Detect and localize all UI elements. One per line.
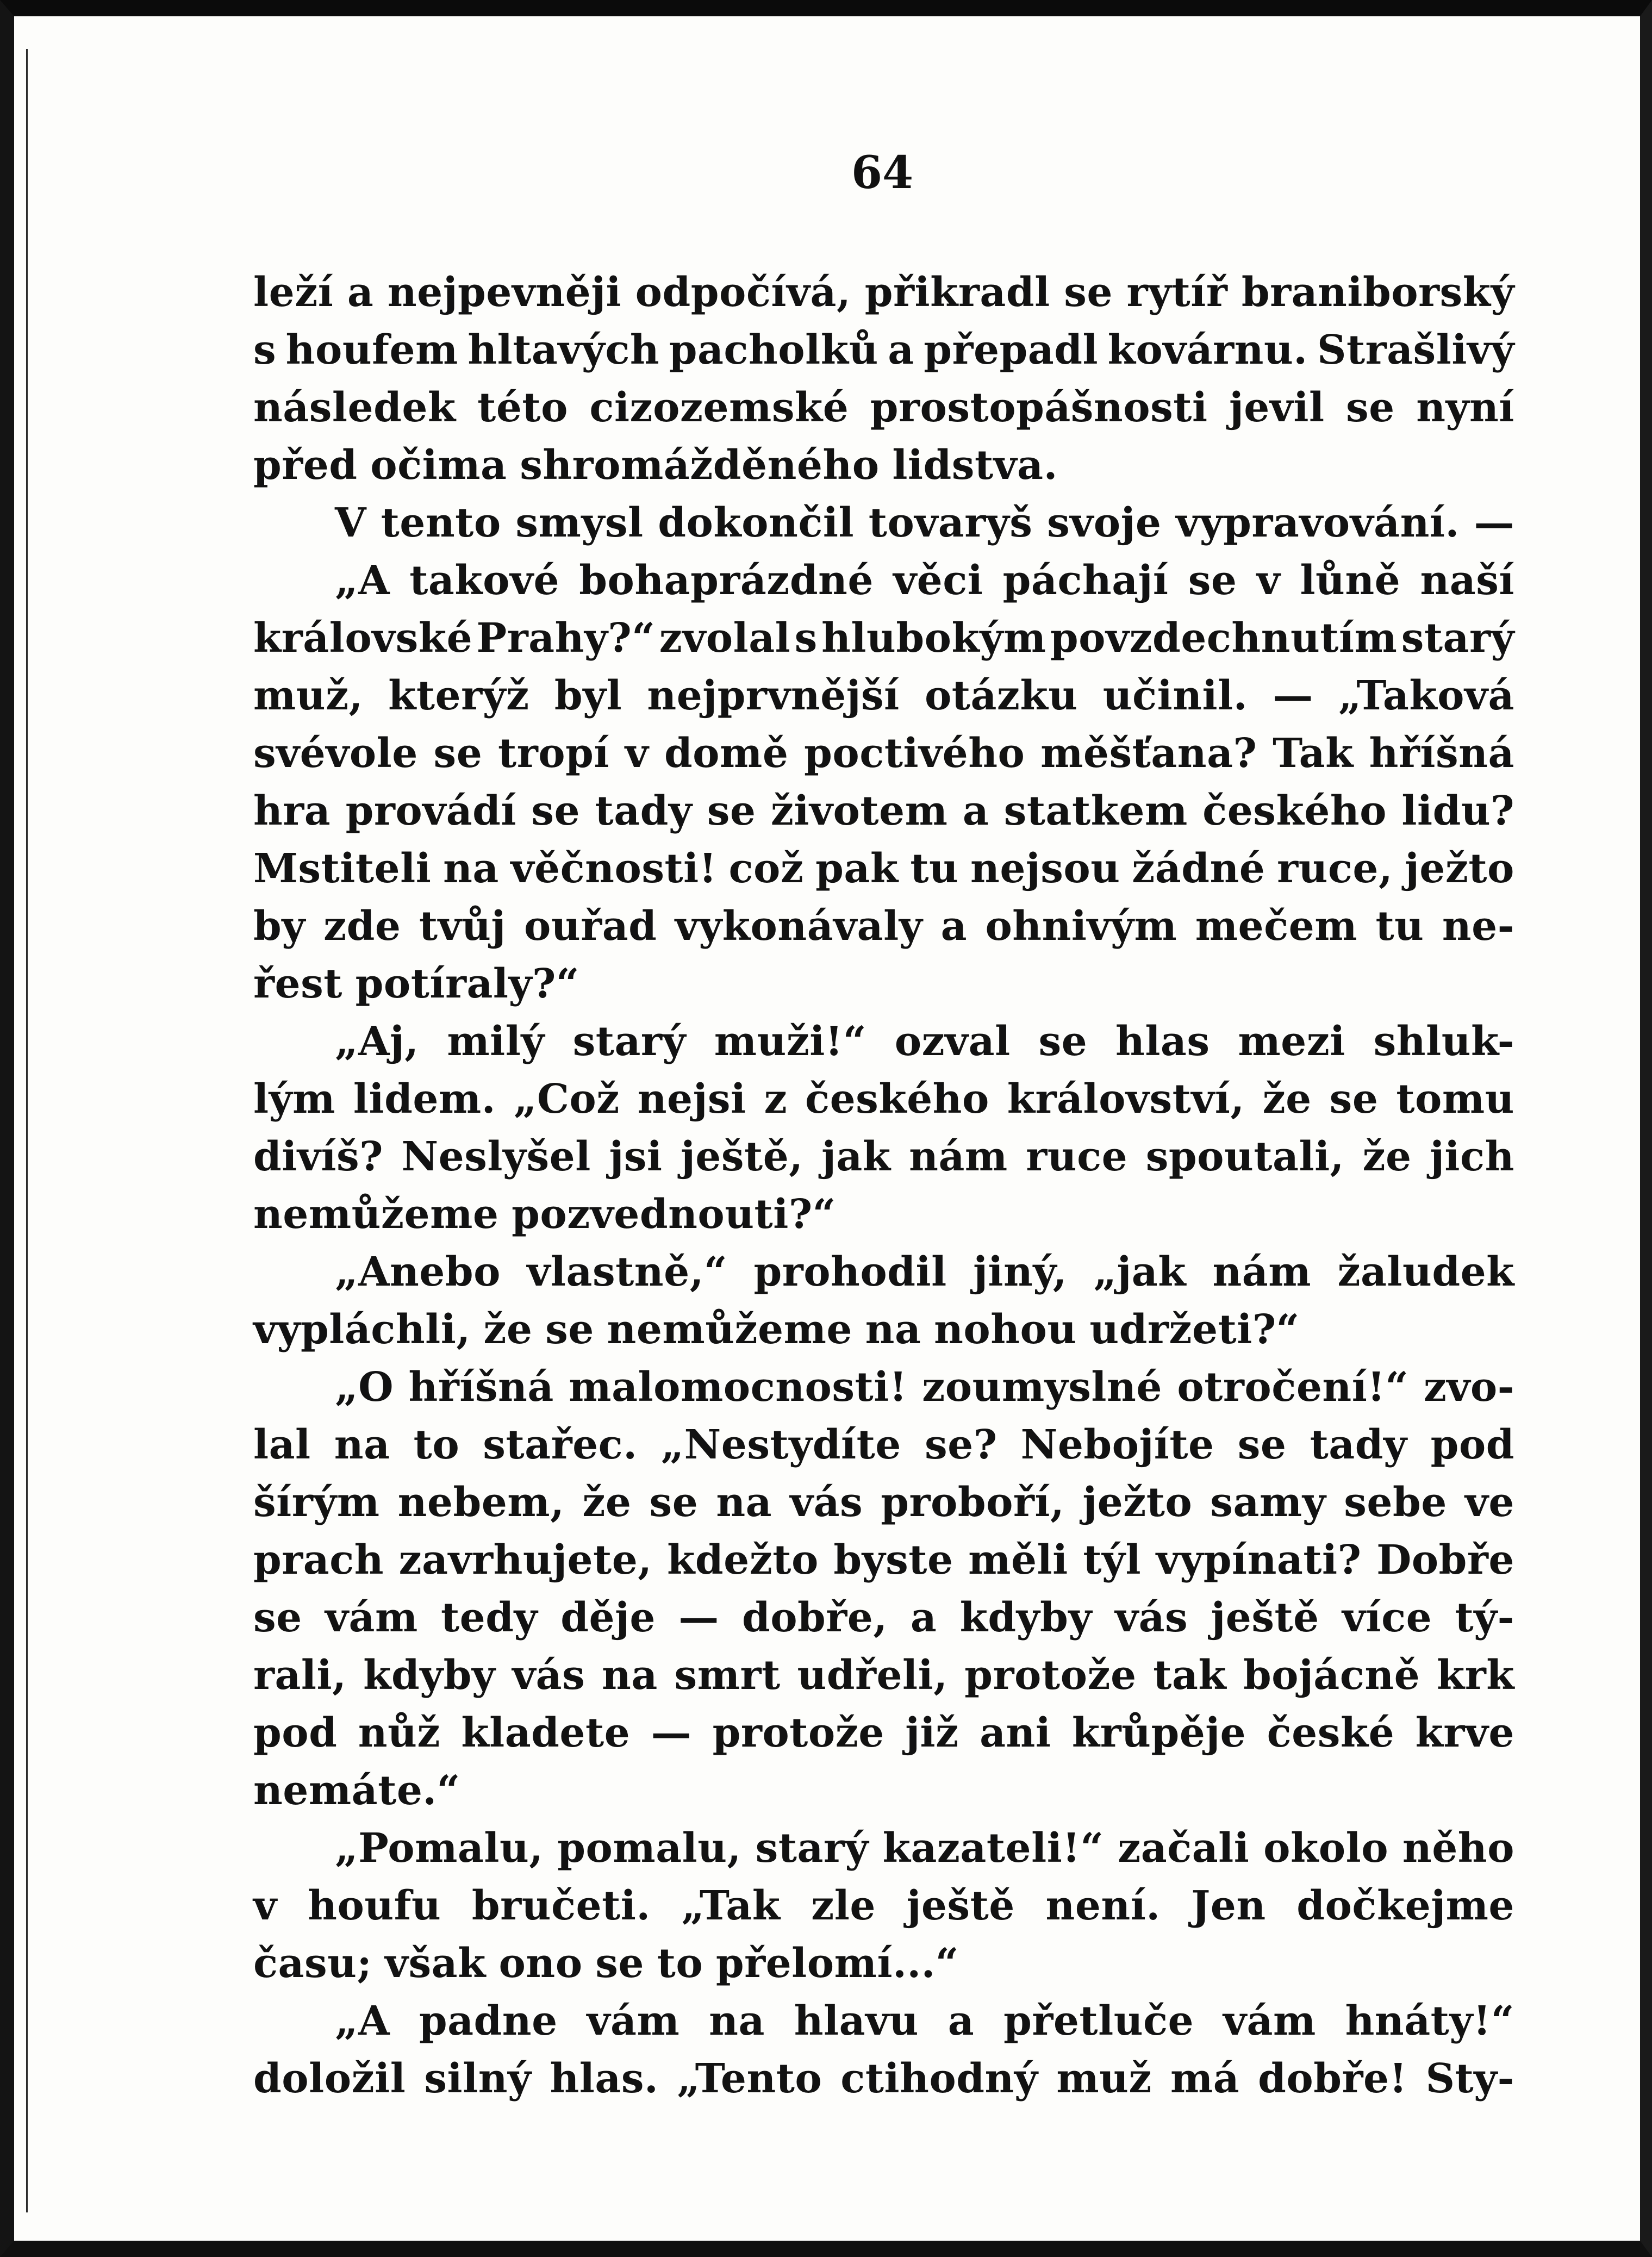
text-line xyxy=(253,1992,1514,2050)
text-line xyxy=(253,1531,1514,1589)
word: a xyxy=(940,903,968,950)
word: ve xyxy=(1464,1479,1514,1526)
word: není. xyxy=(1045,1882,1161,1929)
text-line xyxy=(253,1935,1514,1992)
word: že xyxy=(1362,1133,1412,1180)
text-line xyxy=(253,1819,1514,1877)
word: se xyxy=(595,1940,644,1987)
text-line xyxy=(253,1704,1514,1762)
word: Neslyšel xyxy=(401,1133,591,1180)
word: kdyby xyxy=(959,1594,1092,1641)
word: hra xyxy=(253,788,331,834)
word: měli xyxy=(968,1537,1068,1583)
word: že xyxy=(1262,1076,1312,1123)
word: a xyxy=(910,1594,937,1641)
word: ozval xyxy=(894,1018,1011,1065)
word: a xyxy=(888,327,914,373)
text-line xyxy=(253,1301,1514,1358)
word: starý xyxy=(755,1825,869,1872)
text-line xyxy=(253,321,1514,379)
word: doložil xyxy=(253,2055,406,2102)
word: se xyxy=(1346,384,1395,431)
word: nejprvnější xyxy=(647,672,900,719)
word: otázku xyxy=(924,672,1078,719)
word: tovaryš xyxy=(868,500,1033,546)
word: přelomí...“ xyxy=(715,1940,959,1987)
word: ježto xyxy=(1405,845,1514,892)
text-line xyxy=(253,1474,1514,1531)
text-line xyxy=(253,2050,1514,2108)
word: Prahy?“ xyxy=(476,615,656,662)
word: dobře, xyxy=(741,1594,888,1641)
word: že xyxy=(582,1479,632,1526)
word: se xyxy=(1237,1421,1287,1468)
word: se xyxy=(433,730,483,777)
word: hříšná xyxy=(1369,730,1514,777)
word: smysl xyxy=(515,500,644,546)
word: se xyxy=(1329,1076,1379,1123)
word: proboří, xyxy=(881,1479,1065,1526)
word: takové xyxy=(409,557,560,604)
word: vás xyxy=(512,1652,585,1699)
word: na xyxy=(334,1421,390,1468)
text-line xyxy=(253,1877,1514,1935)
word: ono xyxy=(498,1940,583,1987)
word: to xyxy=(657,1940,703,1987)
word: se xyxy=(545,1306,594,1353)
word: věci xyxy=(893,557,983,604)
word: kazateli!“ xyxy=(882,1825,1104,1872)
word: muž xyxy=(1056,2055,1152,2102)
word: na xyxy=(716,1479,772,1526)
word: nemáte.“ xyxy=(253,1767,460,1814)
word: Mstiteli xyxy=(253,845,432,892)
text-line xyxy=(253,609,1514,667)
word: této xyxy=(477,384,568,431)
word: tady xyxy=(595,788,693,834)
word: zle xyxy=(811,1882,876,1929)
word: ouřad xyxy=(524,903,657,950)
word: samy xyxy=(1210,1479,1326,1526)
text-line xyxy=(253,1070,1514,1128)
word: následek xyxy=(253,384,456,431)
word: hlas. xyxy=(550,2055,659,2102)
word: ne- xyxy=(1442,903,1514,950)
word: se xyxy=(1188,557,1237,604)
word: Dobře xyxy=(1376,1537,1514,1583)
word: království, xyxy=(1007,1076,1245,1123)
text-line xyxy=(253,725,1514,782)
word: pak xyxy=(815,845,899,892)
word: muži!“ xyxy=(714,1018,866,1065)
word: kterýž xyxy=(388,672,529,719)
word: jich xyxy=(1430,1133,1514,1180)
word: hlas xyxy=(1115,1018,1210,1065)
word: věčnosti! xyxy=(510,845,717,892)
word: spoutali, xyxy=(1145,1133,1344,1180)
word: že xyxy=(483,1306,533,1353)
word: se xyxy=(253,1594,302,1641)
word: tý- xyxy=(1455,1594,1514,1641)
word: okolo xyxy=(1263,1825,1389,1872)
word: vypínati? xyxy=(1156,1537,1362,1583)
word: dočkejme xyxy=(1296,1882,1514,1929)
word: rytíř xyxy=(1126,269,1228,316)
word: na xyxy=(865,1306,921,1353)
word: naší xyxy=(1420,557,1514,604)
word: přikradl xyxy=(864,269,1050,316)
word: na xyxy=(602,1652,658,1699)
word: „Nestydíte xyxy=(660,1421,901,1468)
word: tropí xyxy=(498,730,609,777)
word: milý xyxy=(447,1018,545,1065)
word: zavrhujete, xyxy=(398,1537,652,1583)
word: lidem. xyxy=(353,1076,496,1123)
word: houfu xyxy=(308,1882,441,1929)
word: řest xyxy=(253,961,342,1007)
word: „O xyxy=(335,1364,394,1411)
word: smrt xyxy=(674,1652,781,1699)
text-line xyxy=(253,1589,1514,1647)
word: pod xyxy=(253,1710,338,1756)
word: dokončil xyxy=(658,500,855,546)
word: domě xyxy=(664,730,789,777)
word: hlubokým xyxy=(821,615,1046,662)
word: „Aj, xyxy=(335,1018,419,1065)
word: houfem xyxy=(285,327,458,373)
text-line xyxy=(253,955,1514,1013)
word: jsi xyxy=(609,1133,663,1180)
word: krve xyxy=(1415,1710,1514,1756)
word: hnáty!“ xyxy=(1345,1998,1514,2044)
word: nohou xyxy=(934,1306,1077,1353)
word: hříšná xyxy=(408,1364,554,1411)
word: českého xyxy=(1202,788,1387,834)
scan-edge-line xyxy=(26,49,28,2212)
word: — xyxy=(1474,500,1514,546)
text-line xyxy=(253,437,1514,494)
word: shromážděného xyxy=(520,442,880,489)
word: něho xyxy=(1402,1825,1514,1872)
word: cizozemské xyxy=(589,384,849,431)
word: má xyxy=(1170,2055,1240,2102)
word: „Tento xyxy=(677,2055,822,2102)
word: „Pomalu, xyxy=(335,1825,544,1872)
word: nám xyxy=(909,1133,1008,1180)
word: začali xyxy=(1118,1825,1250,1872)
word: nůž xyxy=(358,1710,440,1756)
word: „Tak xyxy=(681,1882,781,1929)
word: vás xyxy=(1115,1594,1188,1641)
word: mezi xyxy=(1238,1018,1345,1065)
page-number: 64 xyxy=(851,147,914,199)
word: ruce, xyxy=(1277,845,1393,892)
word: královské xyxy=(253,615,473,662)
word: byste xyxy=(833,1537,953,1583)
word: krůpěje xyxy=(1071,1710,1246,1756)
word: vlastně,“ xyxy=(527,1249,728,1295)
word: odpočívá, xyxy=(635,269,851,316)
word: se xyxy=(1038,1018,1088,1065)
word: ohnivým xyxy=(985,903,1177,950)
word: což xyxy=(728,845,804,892)
word: nemůžeme xyxy=(253,1191,499,1238)
word: vás xyxy=(790,1479,863,1526)
word: s xyxy=(253,327,277,373)
word: starý xyxy=(1401,615,1514,662)
word: povzdechnutím xyxy=(1050,615,1398,662)
word: vám xyxy=(1223,1998,1316,2044)
word: muž, xyxy=(253,672,363,719)
word: na xyxy=(443,845,499,892)
word: Nebojíte xyxy=(1020,1421,1214,1468)
word: — xyxy=(678,1594,719,1641)
text-line xyxy=(253,840,1514,897)
word: — xyxy=(651,1710,692,1756)
word: žádné xyxy=(1132,845,1266,892)
word: udřeli, xyxy=(797,1652,948,1699)
word: lidu? xyxy=(1401,788,1514,834)
word: českého xyxy=(805,1076,989,1123)
word: měšťana? xyxy=(1040,730,1257,777)
word: pomalu, xyxy=(557,1825,741,1872)
word: bojácně xyxy=(1243,1652,1420,1699)
word: bohaprázdné xyxy=(579,557,874,604)
word: z xyxy=(764,1076,788,1123)
word: více xyxy=(1342,1594,1432,1641)
word: nyní xyxy=(1416,384,1514,431)
word: leží xyxy=(253,269,334,316)
word: se? xyxy=(924,1421,998,1468)
word: lým xyxy=(253,1076,335,1123)
word: rali, xyxy=(253,1652,347,1699)
word: ještě, xyxy=(681,1133,803,1180)
word: hlavu xyxy=(794,1998,919,2044)
word: prach xyxy=(253,1537,384,1583)
word: lidstva. xyxy=(892,442,1058,489)
word: učinil. xyxy=(1102,672,1248,719)
word: poctivého xyxy=(804,730,1025,777)
text-line xyxy=(253,494,1514,552)
word: sebe xyxy=(1344,1479,1447,1526)
text-line xyxy=(253,1186,1514,1243)
word: vypravování. xyxy=(1176,500,1460,546)
word: a xyxy=(962,788,989,834)
word: padne xyxy=(419,1998,558,2044)
word: nejsi xyxy=(637,1076,746,1123)
text-line xyxy=(253,1647,1514,1704)
word: Sty- xyxy=(1425,2055,1514,2102)
word: týl xyxy=(1083,1537,1142,1583)
word: provádí xyxy=(345,788,517,834)
word: tvůj xyxy=(419,903,506,950)
word: zvolal xyxy=(659,615,791,662)
text-line xyxy=(253,379,1514,437)
word: „Anebo xyxy=(335,1249,501,1295)
word: tomu xyxy=(1396,1076,1514,1123)
word: přepadl xyxy=(924,327,1099,373)
word: otročení!“ xyxy=(1177,1364,1409,1411)
word: přetluče xyxy=(1003,1998,1194,2044)
word: a xyxy=(947,1998,975,2044)
word: „A xyxy=(335,1998,390,2044)
text-line xyxy=(253,782,1514,840)
word: „jak xyxy=(1093,1249,1186,1295)
word: krk xyxy=(1436,1652,1514,1699)
word: divíš? xyxy=(253,1133,383,1180)
text-line xyxy=(253,667,1514,725)
word: se xyxy=(707,788,756,834)
word: vykonávaly xyxy=(675,903,923,950)
word: ježto xyxy=(1082,1479,1193,1526)
word: na xyxy=(709,1998,765,2044)
text-line xyxy=(253,552,1514,609)
word: Jen xyxy=(1191,1882,1266,1929)
word: zde xyxy=(323,903,401,950)
word: lal xyxy=(253,1421,311,1468)
word: starý xyxy=(572,1018,686,1065)
word: svévole xyxy=(253,730,418,777)
word: životem xyxy=(770,788,948,834)
word: tu xyxy=(910,845,959,892)
word: kovárnu. xyxy=(1107,327,1308,373)
word: kdyby xyxy=(363,1652,496,1699)
word: tento xyxy=(381,500,501,546)
word: tedy xyxy=(441,1594,538,1641)
word: silný xyxy=(424,2055,532,2102)
word: jiný, xyxy=(973,1249,1067,1295)
word: se xyxy=(531,788,581,834)
word: ani xyxy=(980,1710,1051,1756)
word: očima xyxy=(370,442,507,489)
word: nejsou xyxy=(970,845,1120,892)
word: byl xyxy=(554,672,622,719)
word: jak xyxy=(821,1133,891,1180)
word: bručeti. xyxy=(471,1882,651,1929)
word: potíraly?“ xyxy=(355,961,579,1007)
word: pozvednouti?“ xyxy=(512,1191,836,1238)
word: Tak xyxy=(1273,730,1354,777)
word: jevil xyxy=(1229,384,1325,431)
word: šírým xyxy=(253,1479,380,1526)
word: kladete xyxy=(461,1710,631,1756)
word: kdežto xyxy=(667,1537,819,1583)
word: v xyxy=(625,730,649,777)
word: protože xyxy=(712,1710,884,1756)
text-line xyxy=(253,1013,1514,1070)
word: by xyxy=(253,903,306,950)
word: ještě xyxy=(1211,1594,1319,1641)
word: žaludek xyxy=(1337,1249,1514,1295)
word: hltavých xyxy=(467,327,660,373)
word: ještě xyxy=(906,1882,1015,1929)
word: to xyxy=(413,1421,460,1468)
word: nejpevněji xyxy=(387,269,622,316)
word: již xyxy=(905,1710,959,1756)
word: tu xyxy=(1375,903,1424,950)
word: nám xyxy=(1212,1249,1311,1295)
word: vypláchli, xyxy=(253,1306,471,1353)
word: „Což xyxy=(513,1076,620,1123)
word: malomocnosti! xyxy=(569,1364,907,1411)
word: se xyxy=(649,1479,699,1526)
word: české xyxy=(1267,1710,1395,1756)
word: tady xyxy=(1310,1421,1407,1468)
word: vám xyxy=(325,1594,418,1641)
word: zoumyslné xyxy=(922,1364,1162,1411)
word: v xyxy=(1256,557,1281,604)
word: času; xyxy=(253,1940,372,1987)
word: shluk- xyxy=(1373,1018,1514,1065)
word: v xyxy=(253,1882,277,1929)
word: zvo- xyxy=(1423,1364,1514,1411)
text-line xyxy=(253,264,1514,321)
word: „Taková xyxy=(1338,672,1514,719)
word: a xyxy=(347,269,374,316)
text-line xyxy=(253,1762,1514,1819)
word: udržeti?“ xyxy=(1089,1306,1300,1353)
word: páchají xyxy=(1002,557,1169,604)
word: svoje xyxy=(1047,500,1162,546)
word: vám xyxy=(587,1998,680,2044)
word: Strašlivý xyxy=(1317,327,1514,373)
word: V xyxy=(335,500,366,546)
word: pacholků xyxy=(669,327,878,373)
word: lůně xyxy=(1300,557,1401,604)
word: pod xyxy=(1430,1421,1514,1468)
word: mečem xyxy=(1195,903,1358,950)
word: protože xyxy=(964,1652,1137,1699)
word: stařec. xyxy=(483,1421,638,1468)
text-line xyxy=(253,897,1514,955)
word: ctihodný xyxy=(840,2055,1038,2102)
word: prohodil xyxy=(753,1249,947,1295)
text-line xyxy=(253,1128,1514,1186)
word: tak xyxy=(1153,1652,1227,1699)
body-text xyxy=(253,264,1514,2108)
word: se xyxy=(1064,269,1113,316)
word: s xyxy=(794,615,818,662)
word: nemůžeme xyxy=(607,1306,852,1353)
word: — xyxy=(1273,672,1313,719)
text-line xyxy=(253,1416,1514,1474)
word: děje xyxy=(560,1594,656,1641)
word: před xyxy=(253,442,358,489)
word: „A xyxy=(335,557,390,604)
word: braniborský xyxy=(1241,269,1514,316)
text-line xyxy=(253,1358,1514,1416)
word: prostopášnosti xyxy=(870,384,1208,431)
word: nebem, xyxy=(397,1479,565,1526)
word: ruce xyxy=(1026,1133,1128,1180)
word: statkem xyxy=(1003,788,1188,834)
word: však xyxy=(384,1940,486,1987)
word: dobře! xyxy=(1258,2055,1407,2102)
text-line xyxy=(253,1243,1514,1301)
